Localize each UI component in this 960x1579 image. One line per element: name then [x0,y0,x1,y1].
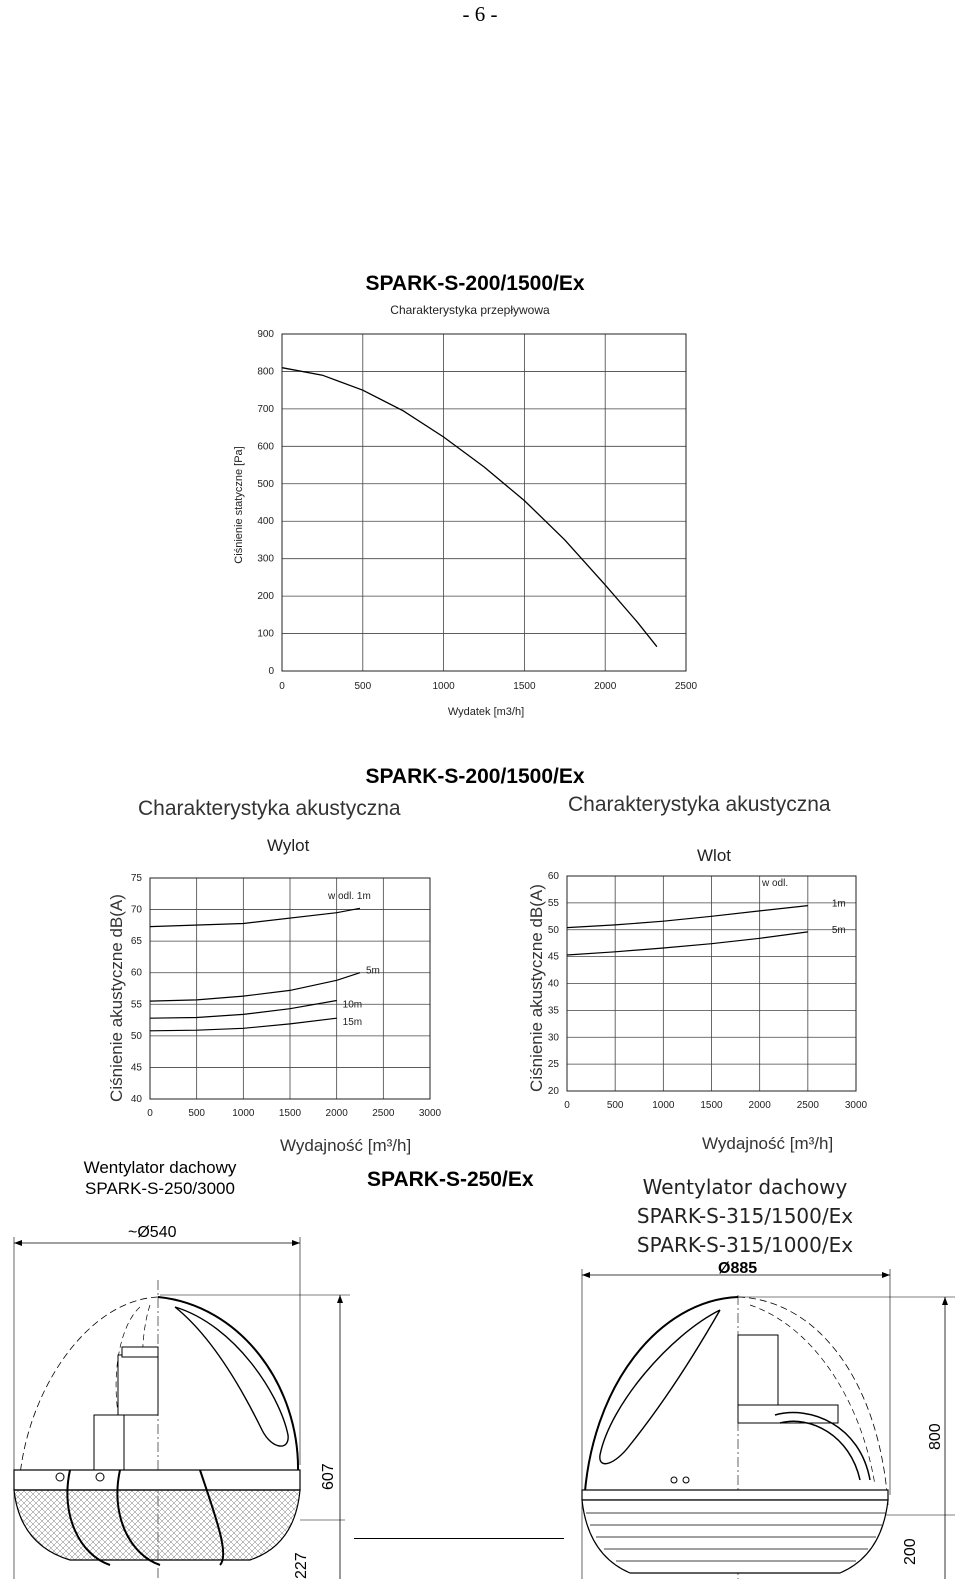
y-tick-label: 45 [547,951,559,963]
flow-curve [282,368,657,647]
x-tick-label: 2500 [796,1100,819,1111]
y-tick-label: 60 [130,967,142,979]
y-tick-label: 50 [547,924,559,936]
wylot-series-line [150,973,360,1001]
x-tick-label: 2000 [594,681,617,692]
y-tick-label: 30 [547,1032,559,1044]
wlot-y-axis-label: Ciśnienie akustyczne dB(A) [527,884,546,1092]
acoustic-right-header: Charakterystyka akustyczna [568,793,831,816]
left-drawing-caption [60,1157,260,1199]
y-tick-label: 70 [130,904,142,916]
left-caption-line-1: Wentylator dachowy [83,1158,237,1177]
wlot-chart-series-labels [832,899,846,936]
wylot-chart-title: Wylot [267,836,310,855]
right-diameter-label: Ø885 [718,1260,758,1277]
right-height-label: 800 [927,1423,944,1450]
page-number: - 6 - [462,2,498,26]
wlot-chart-grid [567,876,856,1091]
y-tick-label: 40 [547,978,559,990]
flow-section-title: SPARK-S-200/1500/Ex [365,272,585,295]
middle-drawing-title: SPARK-S-250/Ex [367,1168,534,1191]
x-tick-label: 2500 [674,681,698,692]
y-tick-label: 0 [268,666,274,677]
y-tick-label: 20 [547,1086,559,1097]
y-tick-label: 400 [257,516,274,528]
y-tick-label: 200 [257,591,274,603]
x-tick-label: 2000 [748,1100,771,1111]
y-tick-label: 55 [547,897,559,909]
x-tick-label: 0 [147,1108,153,1119]
y-tick-label: 500 [257,478,274,490]
wylot-y-axis-label: Ciśnienie akustyczne dB(A) [107,894,126,1102]
right-drawing-caption [610,1173,880,1260]
wlot-chart-ticks [548,871,868,1111]
separator-line [354,1538,564,1539]
x-tick-label: 1000 [232,1108,255,1119]
wlot-chart [520,866,880,1161]
right-fan-drawing [570,1255,960,1579]
x-tick-label: 1500 [278,1108,302,1119]
x-tick-label: 1000 [652,1100,675,1111]
left-fan-drawing [0,1215,360,1579]
y-tick-label: 50 [130,1030,142,1042]
y-tick-label: 45 [130,1062,142,1074]
wylot-chart-grid [150,878,430,1099]
x-tick-label: 500 [606,1100,624,1111]
x-tick-label: 500 [188,1108,206,1119]
left-height-label: 607 [320,1463,337,1490]
acoustic-left-header: Charakterystyka akustyczna [138,797,401,820]
x-tick-label: 1500 [700,1100,723,1111]
y-tick-label: 600 [257,441,274,453]
wlot-chart-series [567,906,808,955]
right-caption-line-1: Wentylator dachowy [642,1175,848,1199]
wylot-series-line [150,908,360,926]
wylot-series-label: 15m [342,1017,363,1029]
left-base-label: 227 [293,1552,310,1579]
x-tick-label: 0 [564,1100,570,1111]
x-tick-label: 500 [354,681,372,692]
y-tick-label: 900 [257,329,274,340]
x-tick-label: 2500 [372,1108,395,1119]
y-tick-label: 65 [130,936,142,948]
right-caption-line-2: SPARK-S-315/1500/Ex [636,1204,854,1228]
flow-y-axis-label: Ciśnienie statyczne [Pa] [233,446,245,564]
y-tick-label: 40 [130,1094,142,1105]
wylot-chart-series-labels [343,966,380,1028]
right-base-label: 200 [902,1538,919,1565]
flow-chart [220,320,720,730]
y-tick-label: 75 [130,873,142,884]
x-tick-label: 2000 [325,1108,348,1119]
right-caption-line-3: SPARK-S-315/1000/Ex [636,1233,854,1257]
y-tick-label: 700 [257,403,274,415]
flow-x-axis-label: Wydatek [m3/h] [447,706,525,718]
acoustic-section-title: SPARK-S-200/1500/Ex [365,765,585,788]
flow-chart-subtitle: Charakterystyka przepływowa [390,303,550,317]
wlot-series-label: 1m [831,898,846,910]
y-tick-label: 55 [130,999,142,1011]
y-tick-label: 800 [257,366,274,378]
left-diameter-label: ~Ø540 [128,1224,177,1241]
wlot-distance-annotation: w odl. [762,878,789,889]
wlot-series-line [567,932,808,955]
y-tick-label: 60 [547,871,559,882]
plot-frame [282,334,686,671]
x-tick-label: 1500 [513,681,536,692]
wylot-distance-annotation: w odl. 1m [328,891,371,902]
wylot-chart-series [150,908,363,1031]
x-tick-label: 1000 [432,681,455,692]
y-tick-label: 25 [547,1059,559,1071]
wlot-x-axis-label: Wydajność [m³/h] [702,1134,834,1153]
flow-chart-grid [282,334,686,671]
wylot-chart [100,868,460,1163]
wlot-series-label: 5m [831,924,846,936]
wylot-series-label: 10m [342,999,363,1011]
wylot-x-axis-label: Wydajność [m³/h] [280,1136,412,1155]
y-tick-label: 35 [547,1005,559,1017]
y-tick-label: 100 [257,628,274,640]
x-tick-label: 0 [279,681,285,692]
flow-chart-ticks [257,329,697,692]
x-tick-label: 3000 [418,1108,442,1119]
y-tick-label: 300 [257,553,274,565]
wlot-series-line [567,906,808,928]
wlot-chart-title: Wlot [697,846,731,865]
wylot-series-label: 5m [366,965,380,977]
left-caption-line-2: SPARK-S-250/3000 [85,1179,235,1198]
x-tick-label: 3000 [844,1100,868,1111]
